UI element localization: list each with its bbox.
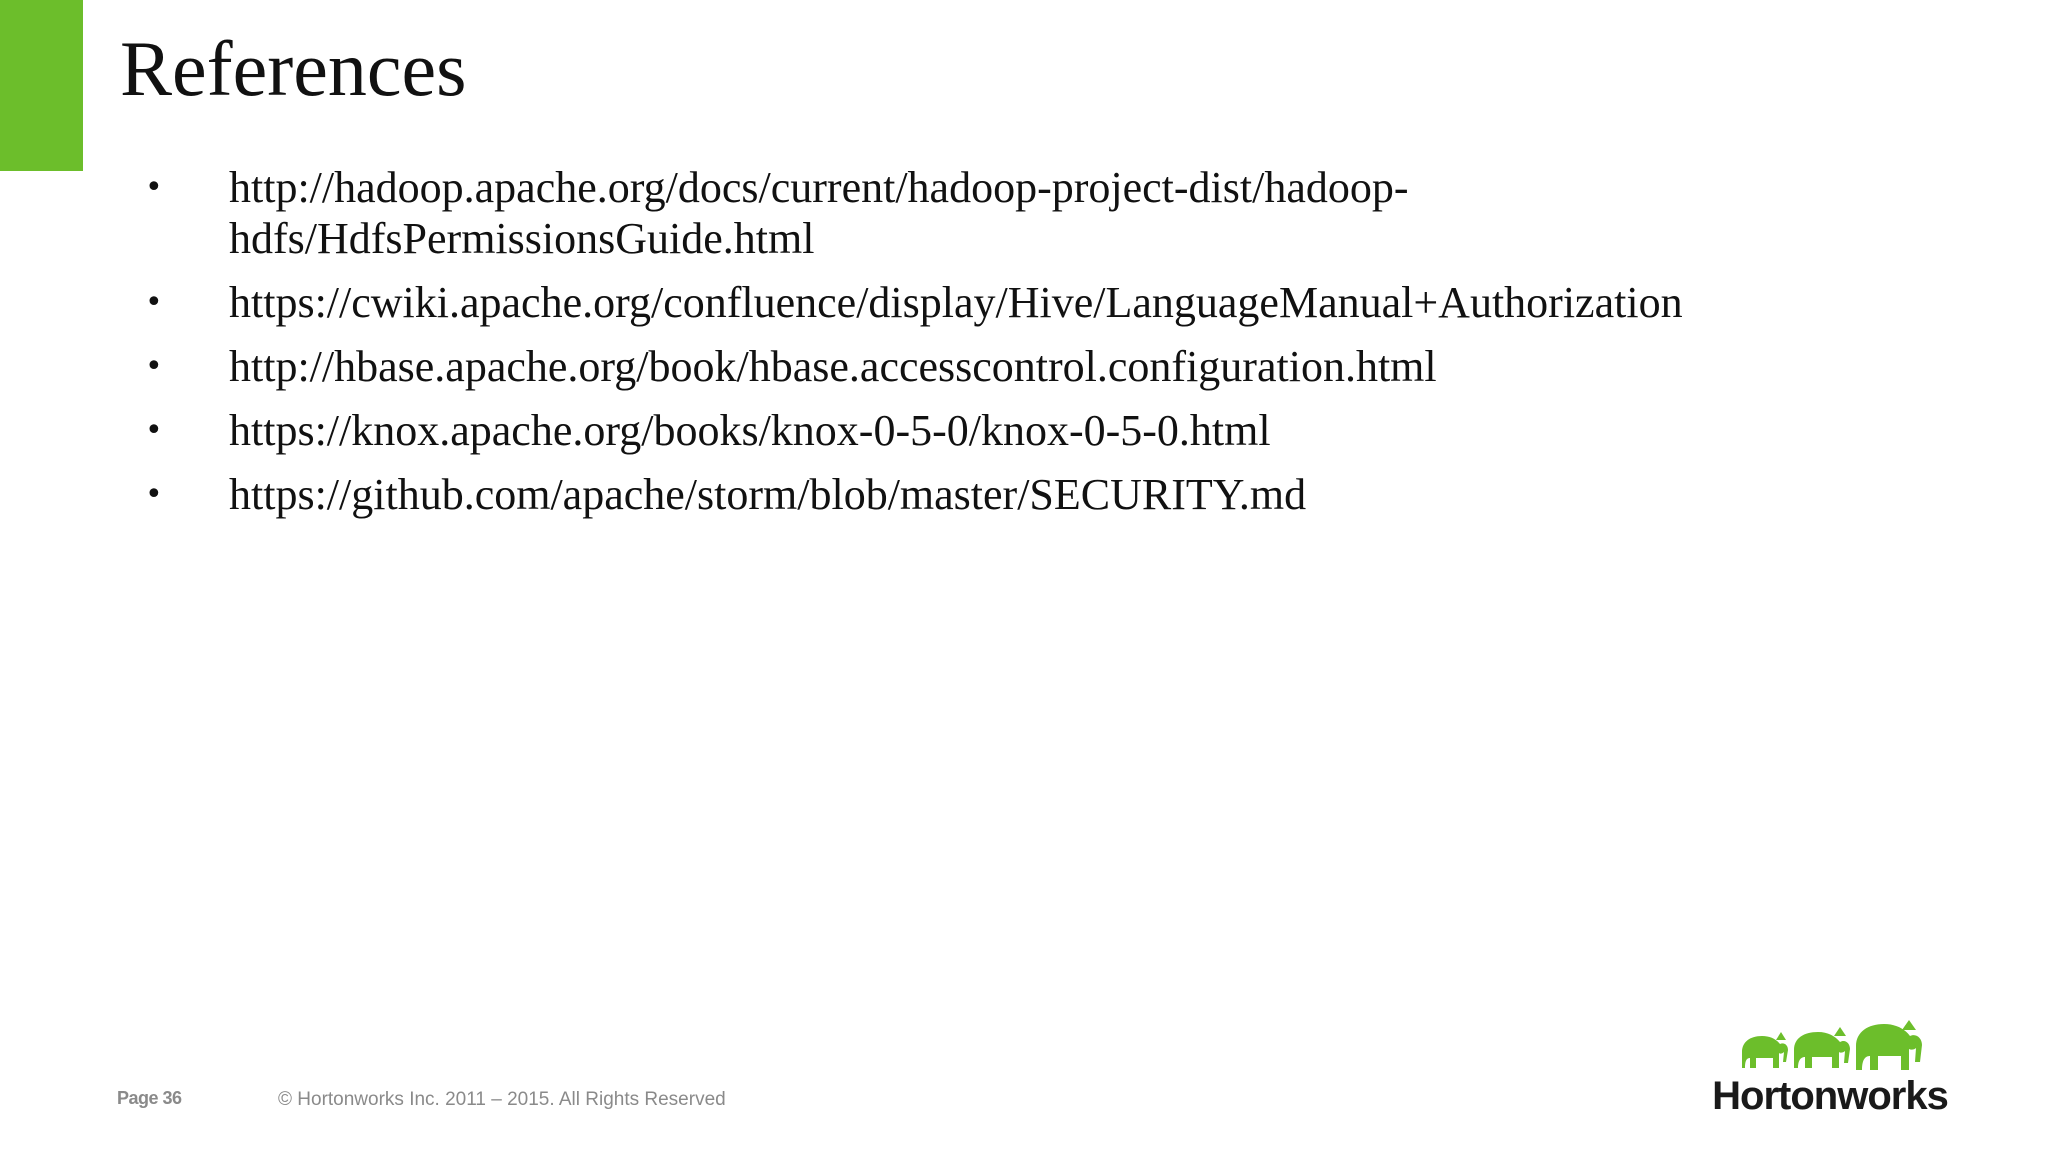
reference-link-knox[interactable]: https://knox.apache.org/books/knox-0-5-0/knox-0-5-0.html — [229, 406, 1271, 455]
reference-item — [145, 469, 1885, 520]
page-number: Page 36 — [117, 1088, 182, 1108]
reference-link-storm[interactable]: https://github.com/apache/storm/blob/master/SECURITY.md — [229, 470, 1307, 519]
slide-title: References — [120, 25, 467, 112]
reference-item — [145, 405, 1885, 456]
reference-link-hdfs[interactable]: http://hadoop.apache.org/docs/current/hadoop-project-dist/hadoop-hdfs/HdfsPermissionsGuide.html — [229, 163, 1409, 263]
reference-link-hive[interactable]: https://cwiki.apache.org/confluence/display/Hive/LanguageManual+Authorization — [229, 278, 1683, 327]
hortonworks-logo — [1710, 1018, 1950, 1118]
reference-item — [145, 277, 1885, 328]
bullet-icon: • — [145, 349, 163, 384]
title-accent-bar — [0, 0, 83, 171]
bullet-icon: • — [145, 170, 163, 205]
reference-link-hbase[interactable]: http://hbase.apache.org/book/hbase.accesscontrol.configuration.html — [229, 342, 1437, 391]
logo-wordmark: Hortonworks — [1712, 1074, 1948, 1118]
reference-list — [145, 162, 1885, 533]
copyright-notice: © Hortonworks Inc. 2011 – 2015. All Rights Reserved — [278, 1089, 726, 1110]
bullet-icon: • — [145, 413, 163, 448]
reference-item — [145, 341, 1885, 392]
elephants-icon — [1736, 1018, 1926, 1076]
bullet-icon: • — [145, 285, 163, 320]
bullet-icon: • — [145, 477, 163, 512]
reference-item — [145, 162, 1885, 264]
